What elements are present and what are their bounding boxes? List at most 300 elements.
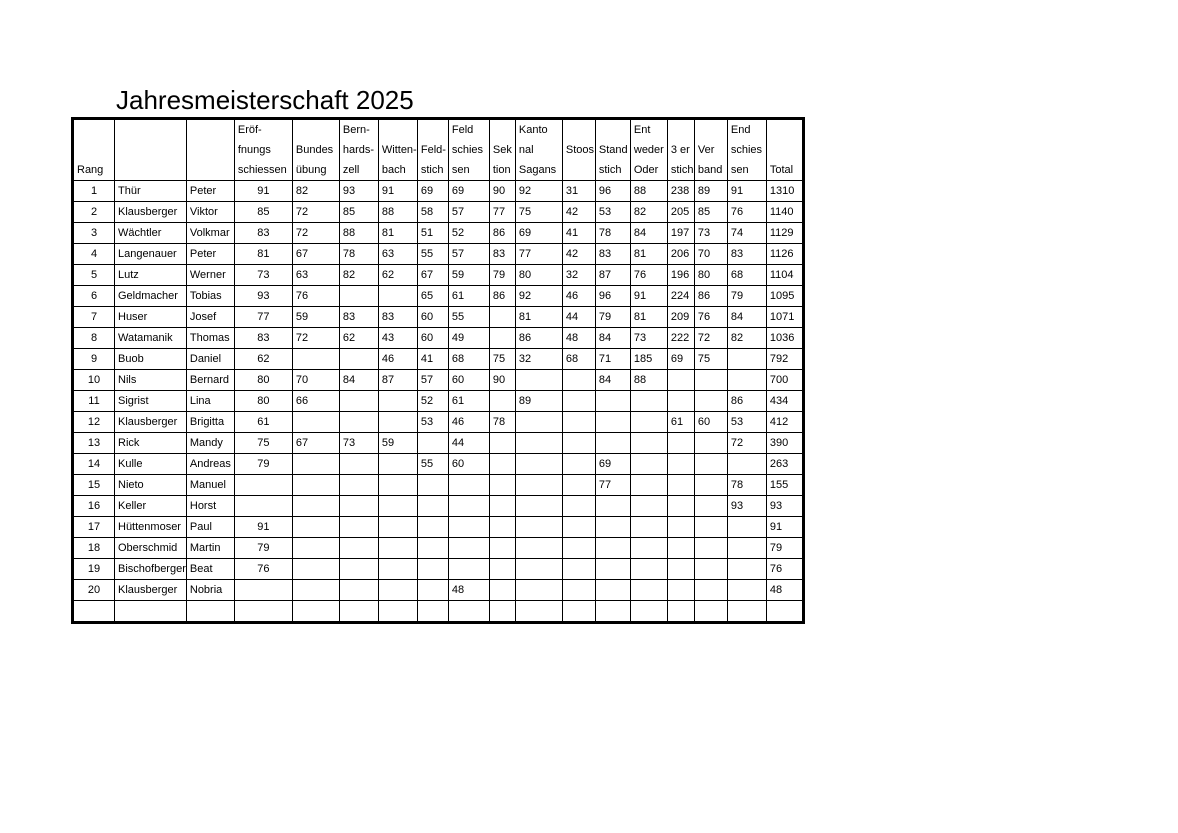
- header-cell: [667, 119, 694, 141]
- table-cell: [694, 559, 727, 580]
- header-cell: Feld-: [417, 140, 448, 160]
- table-cell: Peter: [186, 181, 234, 202]
- table-cell: [595, 601, 630, 623]
- table-cell: Klausberger: [115, 202, 187, 223]
- table-row: [73, 307, 804, 328]
- table-cell: 390: [766, 433, 803, 454]
- table-cell: [292, 496, 339, 517]
- header-row: [73, 160, 804, 181]
- table-cell: [489, 454, 515, 475]
- table-cell: [489, 475, 515, 496]
- table-cell: 16: [73, 496, 115, 517]
- table-cell: 82: [727, 328, 766, 349]
- header-cell: weder: [630, 140, 667, 160]
- table-cell: 72: [727, 433, 766, 454]
- table-cell: Huser: [115, 307, 187, 328]
- header-cell: übung: [292, 160, 339, 181]
- table-cell: [595, 391, 630, 412]
- table-cell: 89: [515, 391, 562, 412]
- table-cell: [448, 559, 489, 580]
- table-cell: 63: [378, 244, 417, 265]
- table-cell: 83: [234, 328, 292, 349]
- table-cell: 1071: [766, 307, 803, 328]
- table-cell: [667, 475, 694, 496]
- table-cell: 12: [73, 412, 115, 433]
- table-cell: 55: [417, 244, 448, 265]
- header-cell: [595, 119, 630, 141]
- table-row: [73, 223, 804, 244]
- table-cell: 206: [667, 244, 694, 265]
- table-cell: Peter: [186, 244, 234, 265]
- table-cell: 52: [448, 223, 489, 244]
- table-cell: [515, 559, 562, 580]
- table-cell: 86: [694, 286, 727, 307]
- table-cell: [115, 601, 187, 623]
- table-cell: [562, 370, 595, 391]
- table-cell: 43: [378, 328, 417, 349]
- table-cell: [694, 517, 727, 538]
- table-cell: 81: [630, 307, 667, 328]
- header-row: [73, 140, 804, 160]
- table-cell: [378, 391, 417, 412]
- table-cell: 3: [73, 223, 115, 244]
- table-cell: 83: [234, 223, 292, 244]
- table-row: [73, 454, 804, 475]
- table-cell: [515, 496, 562, 517]
- table-cell: 18: [73, 538, 115, 559]
- table-cell: 80: [234, 391, 292, 412]
- table-cell: 86: [727, 391, 766, 412]
- table-cell: 185: [630, 349, 667, 370]
- header-cell: Witten-: [378, 140, 417, 160]
- table-cell: [234, 580, 292, 601]
- table-cell: [292, 454, 339, 475]
- table-cell: Martin: [186, 538, 234, 559]
- table-cell: [667, 370, 694, 391]
- table-cell: 48: [766, 580, 803, 601]
- table-cell: [595, 580, 630, 601]
- table-cell: Andreas: [186, 454, 234, 475]
- table-cell: 48: [448, 580, 489, 601]
- header-cell: Feld: [448, 119, 489, 141]
- table-cell: 84: [727, 307, 766, 328]
- table-cell: 52: [417, 391, 448, 412]
- table-row: [73, 328, 804, 349]
- table-cell: [562, 559, 595, 580]
- table-cell: 57: [448, 202, 489, 223]
- header-cell: [766, 119, 803, 141]
- table-cell: [667, 559, 694, 580]
- table-cell: [694, 433, 727, 454]
- table-cell: 1310: [766, 181, 803, 202]
- table-cell: 69: [515, 223, 562, 244]
- table-cell: 86: [489, 223, 515, 244]
- header-cell: band: [694, 160, 727, 181]
- table-cell: 19: [73, 559, 115, 580]
- table-cell: [292, 580, 339, 601]
- table-cell: 79: [489, 265, 515, 286]
- table-cell: 88: [339, 223, 378, 244]
- table-cell: [339, 559, 378, 580]
- table-cell: 17: [73, 517, 115, 538]
- header-cell: stich: [595, 160, 630, 181]
- table-cell: 86: [489, 286, 515, 307]
- table-cell: 10: [73, 370, 115, 391]
- header-cell: [489, 119, 515, 141]
- table-cell: 69: [667, 349, 694, 370]
- table-cell: 1: [73, 181, 115, 202]
- table-cell: [515, 601, 562, 623]
- table-cell: [378, 517, 417, 538]
- table-cell: 76: [766, 559, 803, 580]
- table-cell: [378, 601, 417, 623]
- table-cell: 5: [73, 265, 115, 286]
- table-cell: 72: [292, 223, 339, 244]
- table-cell: [292, 475, 339, 496]
- table-cell: 91: [234, 181, 292, 202]
- table-cell: [417, 580, 448, 601]
- table-cell: 96: [595, 181, 630, 202]
- table-cell: 77: [489, 202, 515, 223]
- table-cell: [234, 496, 292, 517]
- table-cell: 76: [630, 265, 667, 286]
- table-cell: 85: [339, 202, 378, 223]
- table-cell: [339, 580, 378, 601]
- table-cell: [515, 475, 562, 496]
- table-cell: [562, 433, 595, 454]
- table-cell: 63: [292, 265, 339, 286]
- table-cell: 59: [448, 265, 489, 286]
- table-cell: Daniel: [186, 349, 234, 370]
- table-cell: 79: [727, 286, 766, 307]
- table-cell: [667, 496, 694, 517]
- header-cell: sen: [448, 160, 489, 181]
- header-cell: Bundes: [292, 140, 339, 160]
- table-cell: Volkmar: [186, 223, 234, 244]
- header-cell: nal: [515, 140, 562, 160]
- table-cell: 79: [234, 454, 292, 475]
- table-cell: 15: [73, 475, 115, 496]
- table-cell: 792: [766, 349, 803, 370]
- table-cell: [727, 517, 766, 538]
- table-cell: [694, 496, 727, 517]
- table-cell: 53: [417, 412, 448, 433]
- table-cell: 9: [73, 349, 115, 370]
- table-cell: 82: [292, 181, 339, 202]
- table-cell: 57: [448, 244, 489, 265]
- table-cell: [727, 349, 766, 370]
- table-cell: [515, 433, 562, 454]
- table-cell: [694, 454, 727, 475]
- table-cell: [417, 538, 448, 559]
- table-cell: Lina: [186, 391, 234, 412]
- table-cell: [292, 349, 339, 370]
- table-cell: 11: [73, 391, 115, 412]
- table-cell: [667, 454, 694, 475]
- table-cell: 196: [667, 265, 694, 286]
- table-cell: 61: [448, 391, 489, 412]
- table-cell: [417, 475, 448, 496]
- table-cell: 1140: [766, 202, 803, 223]
- table-cell: 83: [595, 244, 630, 265]
- table-cell: 91: [766, 517, 803, 538]
- header-cell: [766, 140, 803, 160]
- table-cell: [378, 580, 417, 601]
- header-cell: Stoos: [562, 140, 595, 160]
- table-cell: 73: [339, 433, 378, 454]
- table-cell: [667, 538, 694, 559]
- table-cell: Bernard: [186, 370, 234, 391]
- table-cell: 81: [378, 223, 417, 244]
- table-cell: 77: [595, 475, 630, 496]
- table-row: [73, 244, 804, 265]
- table-cell: 263: [766, 454, 803, 475]
- table-cell: 60: [417, 307, 448, 328]
- header-cell: Bern-: [339, 119, 378, 141]
- table-cell: 78: [595, 223, 630, 244]
- header-cell: [115, 119, 187, 141]
- table-cell: [667, 580, 694, 601]
- table-cell: [562, 454, 595, 475]
- table-cell: [292, 559, 339, 580]
- table-cell: 76: [234, 559, 292, 580]
- table-cell: Kulle: [115, 454, 187, 475]
- table-cell: 700: [766, 370, 803, 391]
- table-row: [73, 559, 804, 580]
- table-cell: [448, 496, 489, 517]
- table-cell: 48: [562, 328, 595, 349]
- table-cell: [489, 433, 515, 454]
- table-cell: [448, 601, 489, 623]
- table-cell: 67: [292, 433, 339, 454]
- header-cell: Oder: [630, 160, 667, 181]
- table-row: [73, 181, 804, 202]
- table-cell: 1126: [766, 244, 803, 265]
- table-cell: Watamanik: [115, 328, 187, 349]
- table-cell: [727, 559, 766, 580]
- table-cell: 70: [694, 244, 727, 265]
- table-cell: [667, 433, 694, 454]
- table-cell: [448, 475, 489, 496]
- table-cell: Thür: [115, 181, 187, 202]
- table-cell: 87: [378, 370, 417, 391]
- table-cell: 75: [515, 202, 562, 223]
- table-cell: 62: [234, 349, 292, 370]
- table-cell: [448, 517, 489, 538]
- table-cell: 91: [630, 286, 667, 307]
- table-cell: [339, 454, 378, 475]
- table-row: [73, 412, 804, 433]
- table-cell: 60: [694, 412, 727, 433]
- table-cell: [378, 286, 417, 307]
- table-cell: 92: [515, 286, 562, 307]
- header-cell: [562, 160, 595, 181]
- table-cell: [694, 475, 727, 496]
- table-cell: 79: [766, 538, 803, 559]
- table-cell: Klausberger: [115, 580, 187, 601]
- table-cell: [595, 496, 630, 517]
- table-cell: 68: [448, 349, 489, 370]
- table-cell: [694, 391, 727, 412]
- table-cell: [630, 538, 667, 559]
- table-cell: [234, 475, 292, 496]
- table-cell: [378, 538, 417, 559]
- table-cell: [630, 454, 667, 475]
- table-cell: 62: [378, 265, 417, 286]
- header-cell: schies: [727, 140, 766, 160]
- table-cell: 72: [694, 328, 727, 349]
- table-cell: 66: [292, 391, 339, 412]
- table-cell: Geldmacher: [115, 286, 187, 307]
- table-cell: Nobria: [186, 580, 234, 601]
- table-cell: 84: [630, 223, 667, 244]
- header-cell: [186, 160, 234, 181]
- header-cell: Sek: [489, 140, 515, 160]
- table-cell: 80: [515, 265, 562, 286]
- table-cell: 76: [694, 307, 727, 328]
- table-cell: 31: [562, 181, 595, 202]
- table-cell: Langenauer: [115, 244, 187, 265]
- header-cell: Ver: [694, 140, 727, 160]
- table-cell: [515, 517, 562, 538]
- table-cell: 1129: [766, 223, 803, 244]
- header-cell: [562, 119, 595, 141]
- table-cell: 88: [378, 202, 417, 223]
- header-cell: Kanto: [515, 119, 562, 141]
- table-cell: Klausberger: [115, 412, 187, 433]
- table-cell: [339, 601, 378, 623]
- table-cell: 41: [417, 349, 448, 370]
- table-cell: [694, 580, 727, 601]
- table-cell: [417, 496, 448, 517]
- table-cell: [292, 517, 339, 538]
- table-cell: 1104: [766, 265, 803, 286]
- table-cell: 61: [234, 412, 292, 433]
- header-cell: [73, 119, 115, 141]
- table-cell: 80: [694, 265, 727, 286]
- table-cell: 77: [234, 307, 292, 328]
- table-cell: [562, 391, 595, 412]
- table-cell: 1095: [766, 286, 803, 307]
- table-cell: Nieto: [115, 475, 187, 496]
- table-cell: 53: [595, 202, 630, 223]
- table-cell: [378, 412, 417, 433]
- table-cell: [562, 475, 595, 496]
- table-cell: 46: [562, 286, 595, 307]
- table-cell: [727, 538, 766, 559]
- table-cell: [378, 496, 417, 517]
- table-cell: [562, 517, 595, 538]
- table-cell: 62: [339, 328, 378, 349]
- table-cell: [489, 307, 515, 328]
- table-cell: [339, 286, 378, 307]
- table-cell: [630, 601, 667, 623]
- table-cell: 44: [448, 433, 489, 454]
- table-cell: 59: [378, 433, 417, 454]
- table-cell: Mandy: [186, 433, 234, 454]
- table-cell: Rick: [115, 433, 187, 454]
- table-cell: Oberschmid: [115, 538, 187, 559]
- table-cell: [766, 601, 803, 623]
- table-cell: 412: [766, 412, 803, 433]
- table-cell: 92: [515, 181, 562, 202]
- table-cell: [339, 496, 378, 517]
- table-cell: [630, 391, 667, 412]
- table-cell: 20: [73, 580, 115, 601]
- table-cell: Werner: [186, 265, 234, 286]
- table-cell: 81: [234, 244, 292, 265]
- table-cell: 86: [515, 328, 562, 349]
- table-cell: [186, 601, 234, 623]
- table-cell: 13: [73, 433, 115, 454]
- table-cell: Nils: [115, 370, 187, 391]
- table-cell: Beat: [186, 559, 234, 580]
- table-cell: 41: [562, 223, 595, 244]
- table-cell: 80: [234, 370, 292, 391]
- table-cell: 59: [292, 307, 339, 328]
- table-cell: [515, 454, 562, 475]
- table-cell: Keller: [115, 496, 187, 517]
- table-cell: [595, 517, 630, 538]
- table-cell: 14: [73, 454, 115, 475]
- table-cell: 8: [73, 328, 115, 349]
- table-cell: [595, 538, 630, 559]
- table-cell: 58: [417, 202, 448, 223]
- table-cell: [489, 391, 515, 412]
- table-cell: 73: [234, 265, 292, 286]
- table-cell: [339, 517, 378, 538]
- header-row: [73, 119, 804, 141]
- header-cell: [186, 140, 234, 160]
- table-cell: 85: [694, 202, 727, 223]
- table-cell: [667, 517, 694, 538]
- table-cell: Viktor: [186, 202, 234, 223]
- table-cell: 68: [727, 265, 766, 286]
- table-cell: [595, 433, 630, 454]
- table-cell: [378, 559, 417, 580]
- table-cell: 76: [292, 286, 339, 307]
- table-cell: 75: [234, 433, 292, 454]
- table-cell: Brigitta: [186, 412, 234, 433]
- table-cell: 93: [339, 181, 378, 202]
- header-cell: [378, 119, 417, 141]
- table-row: [73, 475, 804, 496]
- header-cell: [186, 119, 234, 141]
- table-cell: Sigrist: [115, 391, 187, 412]
- table-cell: 76: [727, 202, 766, 223]
- table-cell: 74: [727, 223, 766, 244]
- table-cell: [630, 433, 667, 454]
- table-cell: 77: [515, 244, 562, 265]
- table-cell: 434: [766, 391, 803, 412]
- table-cell: [667, 391, 694, 412]
- table-cell: [562, 580, 595, 601]
- table-cell: [339, 538, 378, 559]
- header-cell: Sagans: [515, 160, 562, 181]
- table-cell: [489, 517, 515, 538]
- table-cell: 60: [448, 454, 489, 475]
- header-cell: stich: [417, 160, 448, 181]
- table-cell: 69: [417, 181, 448, 202]
- table-cell: 205: [667, 202, 694, 223]
- table-cell: 91: [378, 181, 417, 202]
- header-cell: Total: [766, 160, 803, 181]
- header-cell: 3 er: [667, 140, 694, 160]
- table-cell: 61: [448, 286, 489, 307]
- table-cell: [515, 538, 562, 559]
- table-cell: 83: [339, 307, 378, 328]
- table-cell: [562, 601, 595, 623]
